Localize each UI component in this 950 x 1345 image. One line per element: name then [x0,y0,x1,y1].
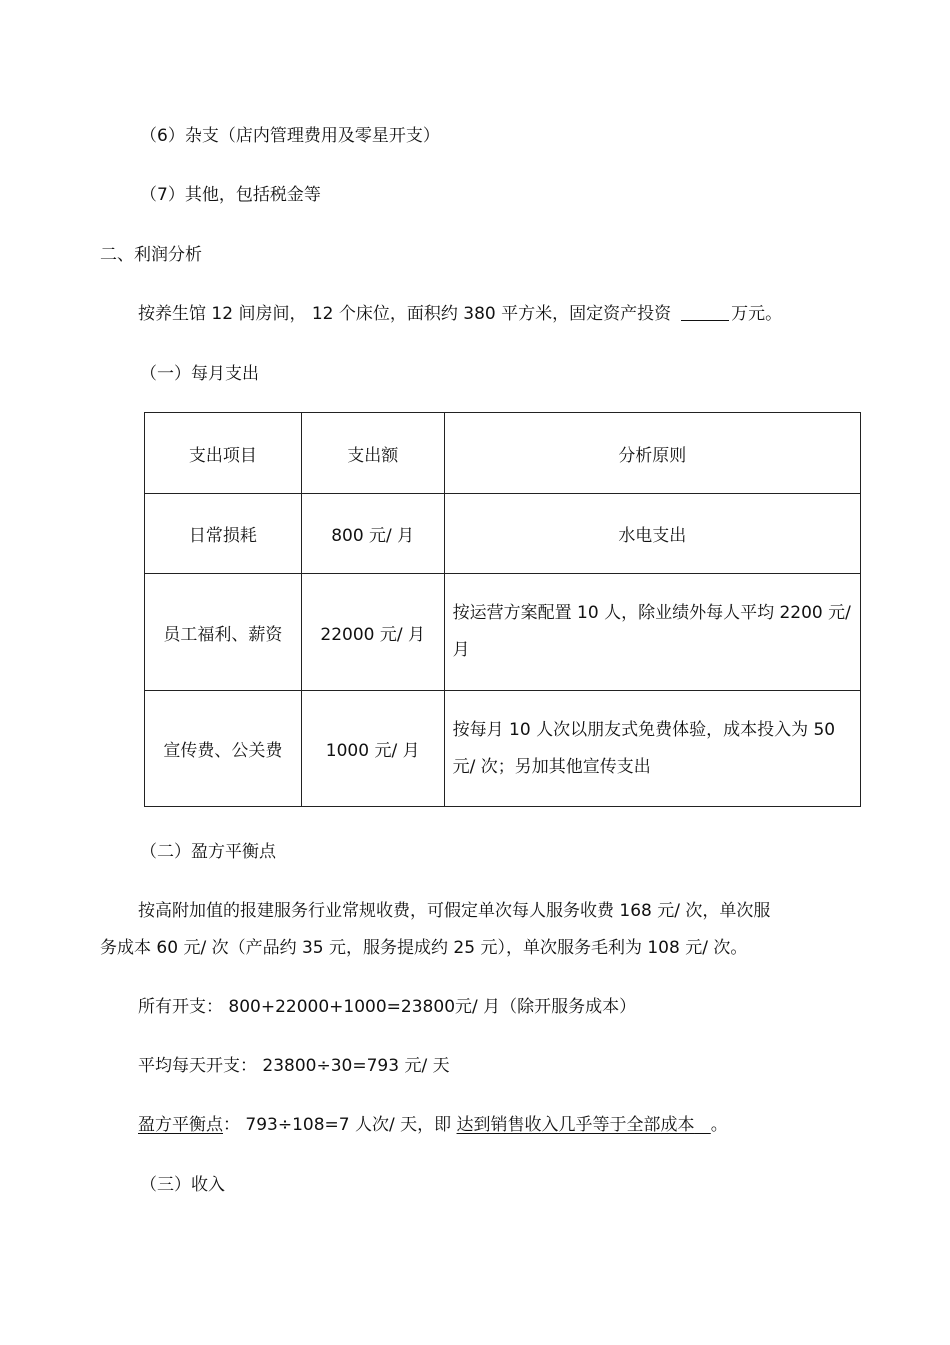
header-principle: 分析原则 [444,413,860,494]
list-item-6: （6）杂支（店内管理费用及零星开支） [140,126,440,146]
cell-item: 员工福利、薪资 [145,574,302,691]
table-row [145,574,861,691]
cell-principle: 水电支出 [444,494,860,574]
cell-item: 宣传费、公关费 [145,691,302,807]
pricing-paragraph-line-2: 务成本 60 元/ 次（产品约 35 元，服务提成约 25 元），单次服务毛利为 108 元/ 次。 [100,938,748,958]
total-expense-line: 所有开支： 800+22000+1000=23800元/ 月（除开服务成本） [138,997,637,1017]
cell-amount: 22000 元/ 月 [301,574,444,691]
subsection-3-heading: （三）收入 [140,1175,225,1195]
subsection-2-heading: （二）盈方平衡点 [140,842,276,862]
intro-paragraph [138,302,782,326]
cell-amount: 1000 元/ 月 [301,691,444,807]
table-row [145,494,861,574]
breakeven-end: 。 [710,1115,728,1135]
breakeven-value: ： 793÷108=7 人次/ 天，即 [223,1115,452,1135]
breakeven-label: 盈方平衡点 [138,1115,223,1135]
header-amount: 支出额 [301,413,444,494]
header-item: 支出项目 [145,413,302,494]
monthly-expense-table [144,412,861,807]
table-header-row [145,413,861,494]
table-row [145,691,861,807]
intro-unit: 万元。 [731,304,783,324]
investment-blank [681,302,729,321]
intro-text: 按养生馆 12 间房间， 12 个床位，面积约 380 平方米，固定资产投资 [138,304,672,324]
daily-expense-line: 平均每天开支： 23800÷30=793 元/ 天 [138,1056,450,1076]
cell-amount: 800 元/ 月 [301,494,444,574]
breakeven-line [138,1113,728,1137]
pricing-paragraph-line-1: 按高附加值的报建服务行业常规收费，可假定单次每人服务收费 168 元/ 次，单次服 [138,901,771,921]
cell-item: 日常损耗 [145,494,302,574]
subsection-1-heading: （一）每月支出 [140,364,259,384]
cell-principle: 按运营方案配置 10 人，除业绩外每人平均 2200 元/ 月 [444,574,860,691]
cell-principle: 按每月 10 人次以朋友式免费体验，成本投入为 50 元/ 次；另加其他宣传支出 [444,691,860,807]
section-2-heading: 二、利润分析 [100,245,202,265]
breakeven-description: 达到销售收入几乎等于全部成本 [456,1115,695,1135]
list-item-7: （7）其他，包括税金等 [140,185,321,205]
